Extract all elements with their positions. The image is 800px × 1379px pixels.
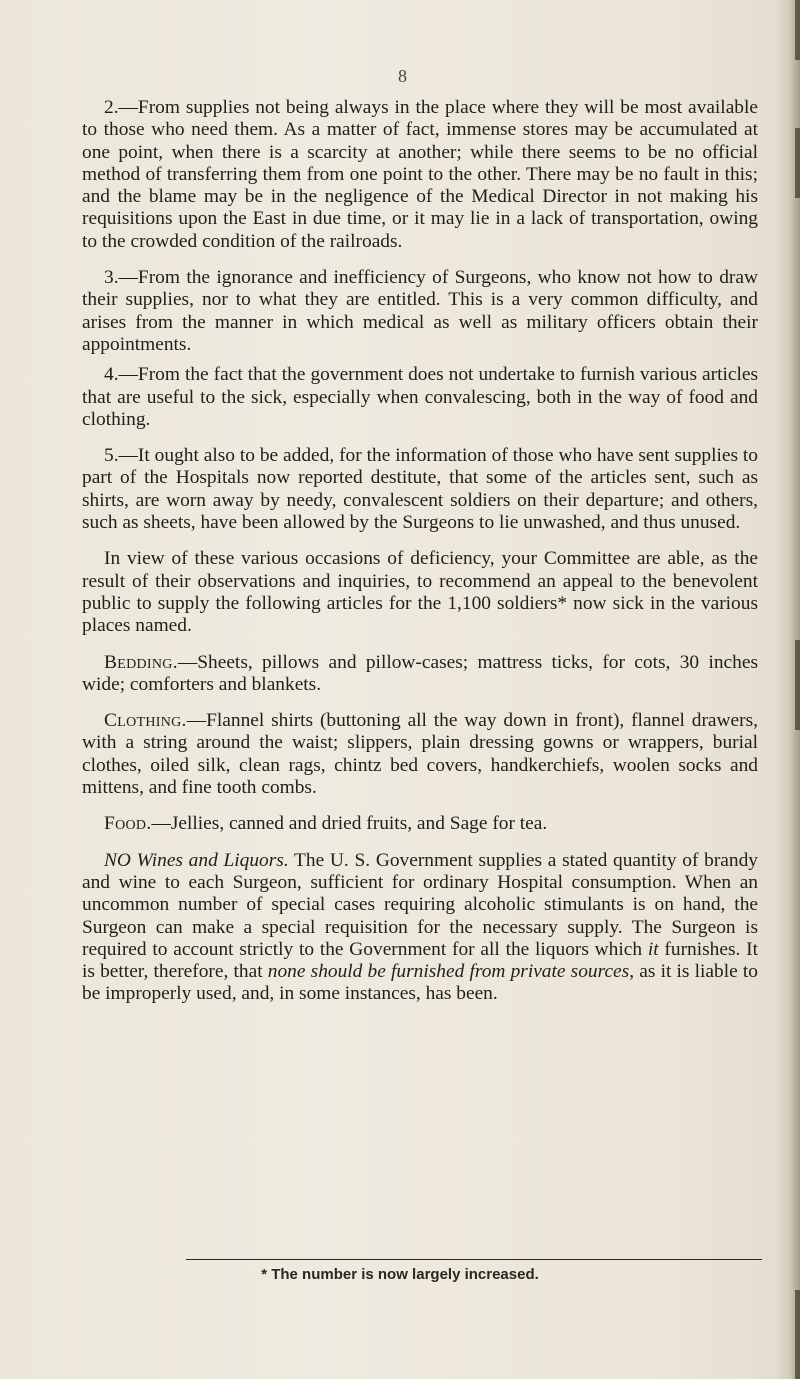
wines-text-1: The U. S. Government supplies a stated quantity of brandy and wine to each Surgeon, sufficient for ordinary Hospital consumption. When an uncommon number of special cases requiring alcoholic stimulants is on hand, the Surgeon can make a special requisition for the necessary supply. The Surgeon is required to account strictly to the Government for all the liquors which	[82, 849, 758, 960]
paragraph-appeal: In view of these various occasions of deficiency, your Committee are able, as the result of their observations and inquiries, to recommend an appeal to the benevolent public to supply the following articles for the 1,100 soldiers* now sick in the various places named.	[82, 548, 758, 637]
binding-edge-mark	[795, 640, 800, 730]
wines-it: it	[647, 938, 659, 960]
page-number: 8	[398, 66, 407, 86]
paragraph-bedding	[82, 652, 758, 697]
binding-edge-mark	[795, 128, 800, 198]
footnote: * The number is now largely increased.	[261, 1266, 539, 1283]
wines-text-2: furnishes. It is better, therefore, that	[82, 938, 758, 983]
clothing-text: —Flannel shirts (buttoning all the way down in front), flannel drawers, with a string around the waist; slippers, plain dressing gowns or wrappers, burial clothes, oiled silk, clean rags, chintz bed covers, handkerchiefs, woolen socks and mittens, and fine tooth combs.	[82, 710, 758, 799]
paragraph-3: 3.—From the ignorance and inefficiency of Surgeons, who know not how to draw their supplies, nor to what they are entitled. This is a very common difficulty, and arises from the manner in which medical as well as military officers obtain their appointments.	[82, 267, 758, 355]
food-text: —Jellies, canned and dried fruits, and Sage for tea.	[151, 813, 548, 835]
binding-edge-mark	[795, 1290, 800, 1379]
wines-emphasis: none should be furnished from private sources	[267, 961, 630, 983]
body-text	[82, 97, 758, 1020]
paragraph-4: 4.—From the fact that the government does not undertake to furnish various articles that are useful to the sick, especially when convalescing, both in the way of food and clothing.	[82, 364, 758, 430]
paragraph-5: 5.—It ought also to be added, for the information of those who have sent supplies to part of the Hospitals now reported destitute, that some of the articles sent, such as shirts, are worn away by needy, convalescent soldiers on their departure; and others, such as sheets, have been allowed by the Surgeons to lie unwashed, and thus unused.	[82, 445, 758, 534]
paragraph-wines	[82, 850, 758, 1006]
binding-edge-mark	[795, 0, 800, 60]
wines-text-3: , as it is liable to be improperly used, and, in some instances, has been.	[82, 961, 758, 1005]
food-label: Food.	[104, 813, 152, 835]
paragraph-food	[82, 813, 758, 835]
clothing-label: Clothing.	[104, 710, 187, 732]
bedding-label: Bedding.	[104, 651, 178, 673]
paragraph-2: 2.—From supplies not being always in the place where they will be most available to those who need them. As a matter of fact, immense stores may be accumulated at one point, when there is a scarcity at another; while there seems to be no official method of transferring them from one point to the other. There may be no fault in this; and the blame may be in the negligence of the Medical Director in not making his requisitions upon the East in due time, or it may lie in a lack of transportation, owing to the crowded condition of the railroads.	[82, 97, 758, 252]
wines-label: NO Wines and Liquors.	[104, 849, 289, 871]
bedding-text: —Sheets, pillows and pillow-cases; mattress ticks, for cots, 30 inches wide; comforters and blankets.	[82, 651, 758, 695]
paragraph-clothing	[82, 710, 758, 799]
footnote-rule	[186, 1259, 762, 1260]
